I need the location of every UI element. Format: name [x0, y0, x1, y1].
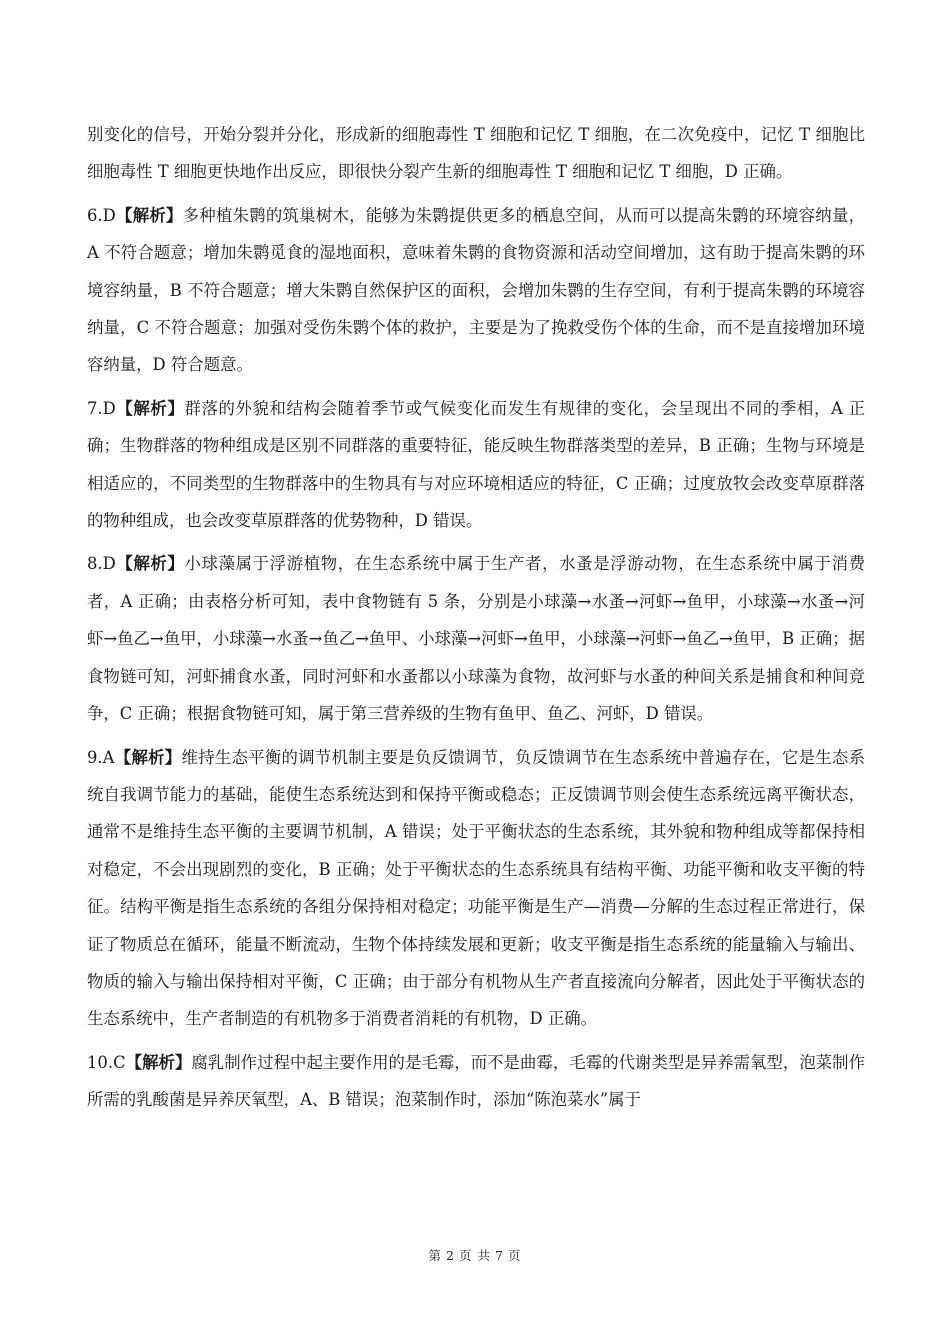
- paragraph-text: 维持生态平衡的调节机制主要是负反馈调节，负反馈调节在生态系统中普遍存在，它是生态系统自我调节能力的基础，能使生态系统达到和保持平衡或稳态；正反馈调节则会使生态系统远离平衡状态，通常不是维持生态平衡的主要调节机制，A 错误；处于平衡状态的生态系统，其外貌和物种组成等都保持相对稳定，不会出现剧烈的变化，B 正确；处于平衡状态的生态系统具有结构平衡、功能平衡和收支平衡的特征。结构平衡是指生态系统的各组分保持相对稳定；功能平衡是生产—消费—分解的生态过程正常进行，保证了物质总在循环，能量不断流动，生物个体持续发展和更新；收支平衡是指生态系统的能量输入与输出、物质的输入与输出保持相对平衡，C 正确；由于部分有机物从生产者直接流向分解者，因此处于平衡状态的生态系统中，生产者制造的有机物多于消费者消耗的有机物，D 正确。: [87, 747, 865, 1029]
- question-number: 6.D: [87, 205, 116, 225]
- analysis-tag: 【解析】: [115, 398, 185, 418]
- answer-7: [87, 390, 865, 540]
- analysis-tag: 【解析】: [115, 554, 185, 574]
- answer-6: [87, 197, 865, 384]
- question-number: 8.D: [87, 554, 116, 574]
- question-number: 10.C: [87, 1052, 126, 1072]
- answer-10: [87, 1044, 865, 1119]
- question-number: 9.A: [87, 747, 115, 767]
- paragraph-text: 别变化的信号，开始分裂并分化，形成新的细胞毒性 T 细胞和记忆 T 细胞，在二次免疫中，记忆 T 细胞比细胞毒性 T 细胞更快地作出反应，即很快分裂产生新的细胞毒性 T 细胞和记忆 T 细胞，D 正确。: [87, 125, 865, 182]
- page-footer: [0, 1246, 950, 1264]
- question-number: 7.D: [87, 398, 116, 418]
- answer-8: [87, 545, 865, 732]
- footer-suffix: 页: [507, 1248, 522, 1263]
- answer-9: [87, 739, 865, 1038]
- paragraph-text: 多种植朱鹮的筑巢树木，能够为朱鹮提供更多的栖息空间，从而可以提高朱鹮的环境容纳量，A 不符合题意；增加朱鹮觅食的湿地面积，意味着朱鹮的食物资源和活动空间增加，这有助于提高朱鹮的环境容纳量，B 不符合题意；增大朱鹮自然保护区的面积，会增加朱鹮的生存空间，有利于提高朱鹮的环境容纳量，C 不符合题意；加强对受伤朱鹮个体的救护，主要是为了挽救受伤个体的生命，而不是直接增加环境容纳量，D 符合题意。: [87, 205, 866, 375]
- paragraph-text: 群落的外貌和结构会随着季节或气候变化而发生有规律的变化，会呈现出不同的季相，A 正确；生物群落的物种组成是区别不同群落的重要特征，能反映生物群落类型的差异，B 正确；生物与环境是相适应的，不同类型的生物群落中的生物具有与对应环境相适应的特征，C 正确；过度放牧会改变草原群落的物种组成，也会改变草原群落的优势物种，D 错误。: [87, 398, 866, 531]
- analysis-tag: 【解析】: [114, 747, 182, 767]
- paragraph-continued: [87, 116, 865, 191]
- analysis-tag: 【解析】: [115, 205, 183, 225]
- footer-middle: 页 共: [459, 1248, 491, 1263]
- document-body: [87, 116, 865, 1125]
- paragraph-text: 小球藻属于浮游植物，在生态系统中属于生产者，水蚤是浮游动物，在生态系统中属于消费者，A 正确；由表格分析可知，表中食物链有 5 条，分别是小球藻→水蚤→河虾→鱼甲，小球藻→水蚤→河虾→鱼乙→鱼甲，小球藻→水蚤→鱼乙→鱼甲、小球藻→河虾→鱼甲，小球藻→河虾→鱼乙→鱼甲，B 正确；据食物链可知，河虾捕食水蚤，同时河虾和水蚤都以小球藻为食物，故河虾与水蚤的种间关系是捕食和种间竞争，C 正确；根据食物链可知，属于第三营养级的生物有鱼甲、鱼乙、河虾，D 错误。: [87, 554, 865, 724]
- paragraph-text: 腐乳制作过程中起主要作用的是毛霉，而不是曲霉，毛霉的代谢类型是异养需氧型，泡菜制作所需的乳酸菌是异养厌氧型，A、B 错误；泡菜制作时，添加“陈泡菜水”属于: [87, 1052, 865, 1110]
- footer-page-number: 2: [446, 1248, 455, 1263]
- footer-total-pages: 7: [494, 1248, 504, 1263]
- analysis-tag: 【解析】: [125, 1052, 192, 1072]
- footer-prefix: 第: [428, 1248, 443, 1263]
